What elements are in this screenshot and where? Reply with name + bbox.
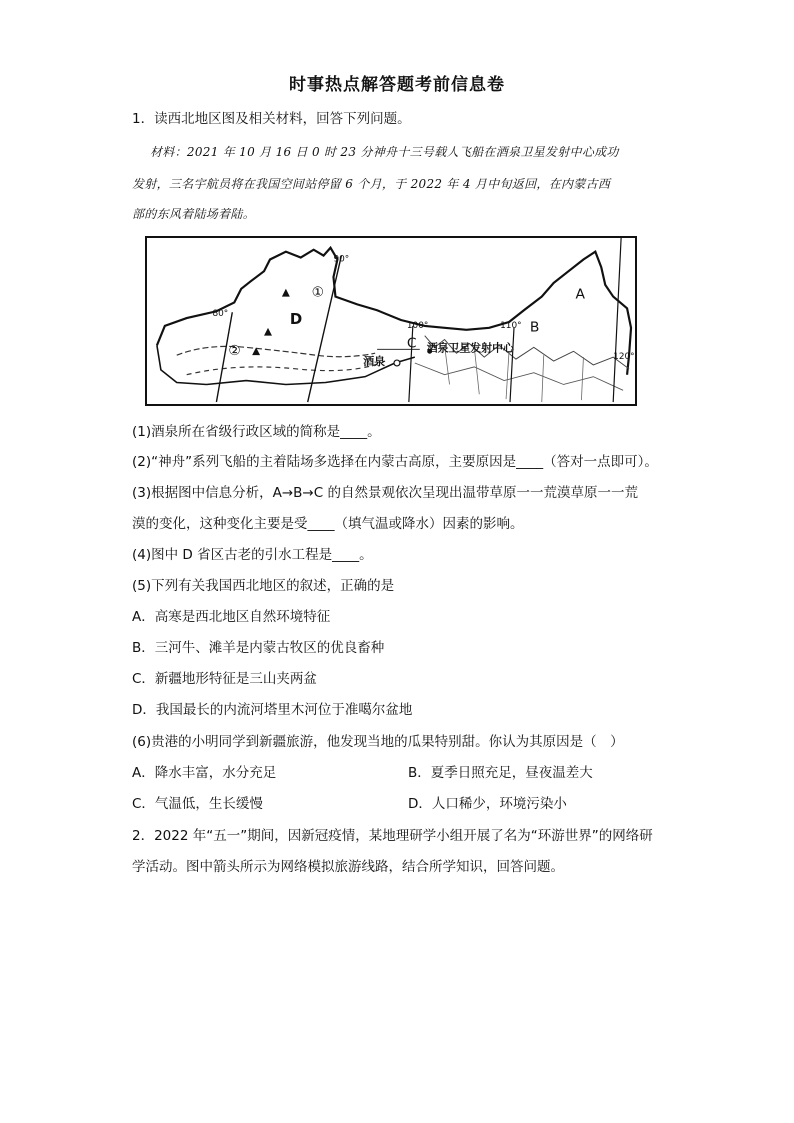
- question-1-sub-2: (2)“神舟”系列飞船的主着陆场多选择在内蒙古高原，主要原因是____（答对一点即可）。: [132, 454, 658, 470]
- launch-center-label: 酒泉卫星发射中心: [426, 341, 514, 355]
- east-mountains-2: [415, 363, 623, 390]
- material-line-3: 部的东风着陆场着陆。: [132, 207, 256, 221]
- lon-110-label: 110°: [500, 320, 522, 331]
- option-5C: C．新疆地形特征是三山夹两盆: [132, 671, 317, 687]
- question-1-sub-5: (5)下列有关我国西北地区的叙述，正确的是: [132, 578, 395, 594]
- question-2-line-1: 2．2022 年“五一”期间，因新冠疫情，某地理研学小组开展了名为“环游世界”的网络研: [132, 828, 653, 844]
- page-title: 时事热点解答题考前信息卷: [289, 75, 505, 95]
- option-5D: D．我国最长的内流河塔里木河位于准噶尔盆地: [132, 702, 413, 718]
- meridian-90: [308, 256, 342, 402]
- province-border-2: [187, 361, 385, 375]
- map-graphic: [147, 238, 635, 404]
- jiuquan-city: [394, 360, 400, 366]
- option-5A: A．高寒是西北地区自然环境特征: [132, 609, 331, 625]
- question-1-sub-4: (4)图中 D 省区古老的引水工程是____。: [132, 547, 373, 563]
- question-2-line-2: 学活动。图中箭头所示为网络模拟旅游线路，结合所学知识，回答问题。: [132, 859, 564, 875]
- material-line-2: 发射，三名宇航员将在我国空间站停留 6 个月，于 2022 年 4 月中旬返回，在内蒙古西: [132, 177, 611, 191]
- option-6B: B．夏季日照充足，昼夜温差大: [408, 765, 593, 781]
- material-line-1: 材料：2021 年 10 月 16 日 0 时 23 分神舟十三号载人飞船在酒泉卫星发射中心成功: [150, 145, 619, 159]
- meridian-110: [510, 328, 514, 402]
- option-6C: C．气温低，生长缓慢: [132, 796, 263, 812]
- peak-marker-1: [282, 289, 290, 297]
- province-border-1: [177, 346, 375, 356]
- lon-120-label: 120°: [613, 352, 635, 363]
- label-B: B: [529, 319, 540, 336]
- lon-90-label: 90°: [333, 254, 350, 265]
- question-1-sub-3b: 漠的变化，这种变化主要是受____（填气温或降水）因素的影响。: [132, 516, 524, 532]
- marker-circle-1: ①: [311, 284, 325, 301]
- question-1-sub-1: (1)酒泉所在省级行政区域的简称是____。: [132, 424, 381, 440]
- jiuquan-label: 酒泉: [363, 355, 386, 368]
- label-D: D: [289, 311, 303, 328]
- lon-100-label: 100°: [406, 320, 429, 331]
- question-1-sub-3a: (3)根据图中信息分析，A→B→C 的自然景观依次呈现出温带草原一一荒漠草原一一荒: [132, 485, 638, 501]
- question-1-intro: 1．读西北地区图及相关材料，回答下列问题。: [132, 111, 411, 127]
- question-1-sub-6: (6)贵港的小明同学到新疆旅游，他发现当地的瓜果特别甜。你认为其原因是（ ）: [132, 734, 624, 750]
- option-6D: D．人口稀少，环境污染小: [408, 796, 567, 812]
- label-A: A: [575, 286, 585, 303]
- lon-80-label: 80°: [212, 309, 229, 320]
- marker-circle-2: ②: [228, 343, 241, 360]
- option-5B: B．三河牛、滩羊是内蒙古牧区的优良畜种: [132, 640, 385, 656]
- option-6A: A．降水丰富，水分充足: [132, 765, 277, 781]
- peak-marker-3: [264, 328, 272, 336]
- northwest-china-map: [145, 236, 637, 406]
- meridian-120: [613, 238, 621, 402]
- label-C: C: [406, 335, 417, 352]
